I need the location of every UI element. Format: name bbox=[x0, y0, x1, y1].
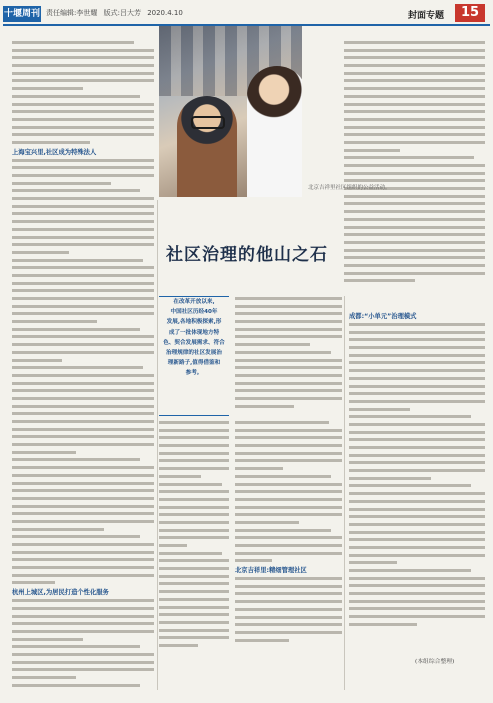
column-2 bbox=[235, 296, 342, 416]
glasses-icon bbox=[191, 116, 225, 129]
lead-line: 成了一批体现地方特 bbox=[168, 329, 220, 336]
column-rule bbox=[157, 200, 158, 690]
lead-line: 中国社区历经40年 bbox=[170, 309, 218, 316]
photo-caption: 北京吉祥里社区组织的公益活动。 bbox=[308, 185, 391, 191]
header-meta bbox=[46, 8, 187, 18]
subhead-shanghai: 上海宝兴里,社区成为特殊法人 bbox=[12, 148, 97, 156]
lead-line: 在改革开放以来, bbox=[173, 299, 215, 305]
lead-line: 理新路子,值得借鉴和 bbox=[167, 360, 221, 367]
column-3b bbox=[159, 420, 229, 690]
column-1 bbox=[12, 40, 154, 690]
editor-credit: 责任编辑:李世耀 bbox=[46, 9, 98, 17]
source-note: (本组综合整理) bbox=[415, 659, 455, 665]
article-title: 社区治理的他山之石 bbox=[166, 245, 328, 265]
column-3 bbox=[235, 420, 342, 690]
column-4 bbox=[344, 40, 485, 310]
section-badge: 十堰周刊 bbox=[3, 6, 41, 22]
subhead-hangzhou: 杭州上城区,为居民打造个性化服务 bbox=[12, 589, 109, 597]
volunteer-figure bbox=[247, 66, 302, 197]
child-figure bbox=[177, 96, 237, 197]
page-number: 15 bbox=[455, 4, 485, 22]
subhead-chengdu: 成都:“小单元”治理模式 bbox=[349, 313, 417, 320]
issue-date: 2020.4.10 bbox=[147, 9, 183, 17]
lead-summary bbox=[159, 296, 229, 416]
activity-photo bbox=[159, 26, 302, 197]
lead-line: 色、契合发展需求、符合 bbox=[163, 339, 225, 346]
column-rule bbox=[344, 296, 345, 690]
lead-line: 治理规律的社区发展治 bbox=[166, 350, 222, 357]
page-topic: 封面专题 bbox=[408, 11, 445, 21]
lead-line: 参考。 bbox=[185, 370, 203, 377]
subhead-beijing: 北京吉祥里:精细管理社区 bbox=[235, 567, 307, 575]
page-header bbox=[0, 0, 493, 26]
lead-line: 发展,各地积极探索,形 bbox=[166, 319, 222, 326]
layout-credit: 版式:吕大芳 bbox=[103, 9, 141, 17]
column-5 bbox=[349, 312, 485, 652]
